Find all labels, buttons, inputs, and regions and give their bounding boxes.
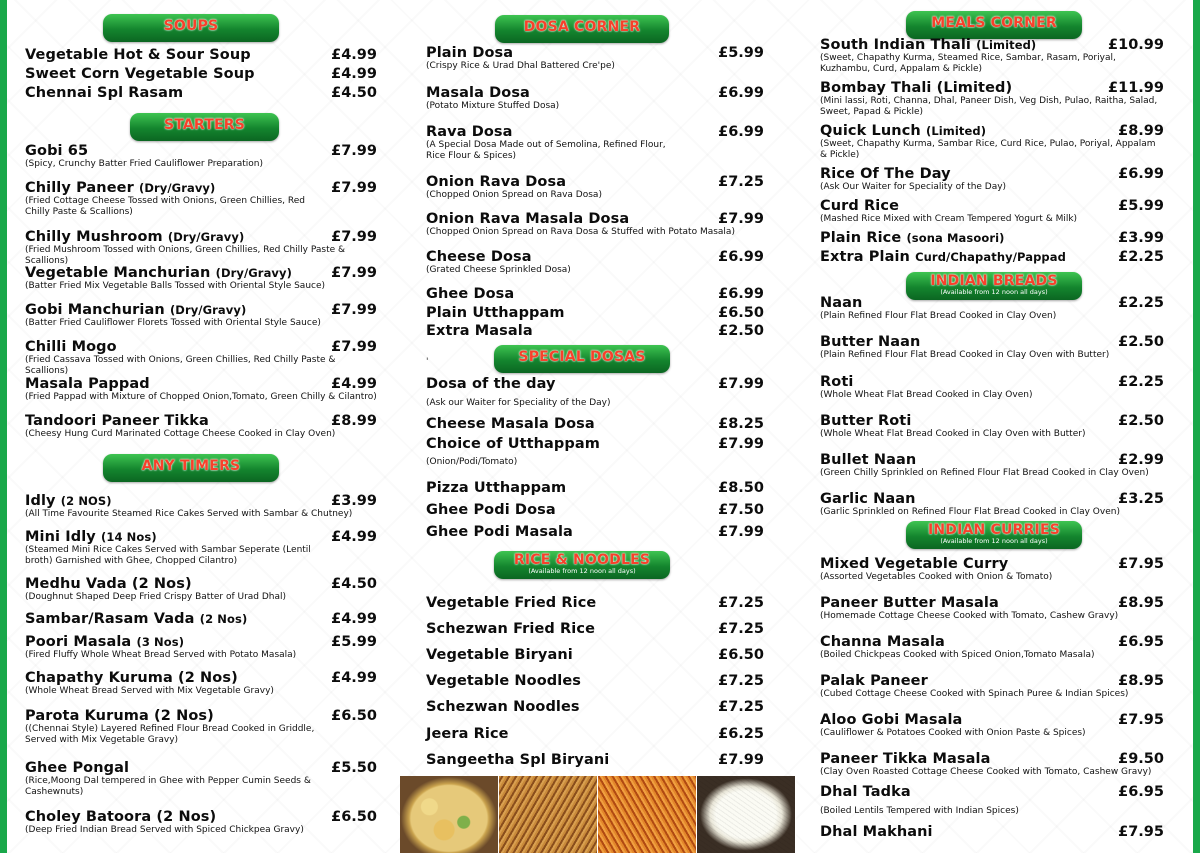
item-name: Cheese Dosa	[426, 249, 532, 265]
section-title: INDIAN CURRIES	[927, 522, 1061, 538]
item-qualifier: (2 NOS)	[60, 494, 112, 508]
item-name: Tandoori Paneer Tikka	[25, 413, 209, 429]
menu-item	[426, 376, 764, 409]
item-price: £2.25	[1118, 249, 1164, 265]
menu-item	[426, 502, 764, 518]
item-description: (Green Chilly Sprinkled on Refined Flour Flat Bread Cooked in Clay Oven)	[820, 468, 1149, 478]
menu-item	[25, 339, 377, 376]
fried-rice-photo	[400, 776, 499, 853]
item-name: Paneer Butter Masala	[820, 595, 999, 611]
item-description: (A Special Dosa Made out of Semolina, Refined Flour, Rice Flour & Spices)	[426, 140, 666, 161]
item-description: (Boiled Chickpeas Cooked with Spiced Onion,Tomato Masala)	[820, 650, 1095, 660]
menu-item	[426, 305, 764, 321]
item-description: (Ask Our Waiter for Speciality of the Day)	[820, 182, 1007, 192]
item-qualifier: (Limited)	[976, 38, 1037, 52]
menu-item	[25, 708, 377, 745]
item-price: £4.99	[331, 376, 377, 392]
menu-item	[426, 211, 764, 238]
item-name: Chennai Spl Rasam	[25, 85, 184, 101]
item-price: £7.99	[331, 180, 377, 196]
menu-item	[25, 760, 377, 797]
item-name: Bullet Naan	[820, 452, 917, 468]
item-name: Sweet Corn Vegetable Soup	[25, 66, 255, 82]
section-title: SPECIAL DOSAS	[518, 349, 646, 365]
item-price: £7.25	[718, 699, 764, 715]
item-description: (Boiled Lentils Tempered with Indian Spices)	[820, 806, 1019, 816]
food-photo-strip	[400, 776, 796, 853]
item-price: £8.99	[1118, 123, 1164, 139]
menu-item	[25, 376, 377, 403]
section-title: ANY TIMERS	[141, 458, 241, 474]
stray-mark: '	[426, 357, 429, 367]
item-price: £6.99	[718, 124, 764, 140]
menu-item	[820, 80, 1164, 117]
item-description: (Batter Fried Mix Vegetable Balls Tossed with Oriental Style Sauce)	[25, 281, 326, 291]
item-price: £5.99	[718, 45, 764, 61]
menu-item	[25, 413, 377, 440]
section-title: MEALS CORNER	[931, 15, 1057, 31]
item-name: Dosa of the day	[426, 376, 556, 392]
section-header-soups	[103, 14, 279, 42]
menu-item	[25, 180, 377, 217]
menu-item	[25, 143, 377, 170]
menu-item	[25, 302, 377, 329]
menu-item	[25, 529, 377, 566]
menu-item	[426, 647, 764, 663]
item-price: £5.50	[331, 760, 377, 776]
menu-item	[426, 673, 764, 689]
item-description: (Cauliflower & Potatoes Cooked with Onion Paste & Spices)	[820, 728, 1086, 738]
menu-item	[820, 166, 1164, 193]
item-name: Gobi Manchurian	[25, 302, 165, 318]
item-description: (Fried Cassava Tossed with Onions, Green Chillies, Red Chilly Paste & Scallions)	[25, 355, 336, 376]
menu-column-right	[820, 0, 1164, 853]
item-qualifier: (Dry/Gravy)	[169, 303, 247, 317]
item-description: (Doughnut Shaped Deep Fried Crispy Batter of Urad Dhal)	[25, 592, 287, 602]
menu-item	[820, 334, 1164, 361]
item-description: ((Chennai Style) Layered Refined Flour Bread Cooked in Griddle, Served with Mix Vegetable Gravy)	[25, 724, 315, 745]
item-price: £7.50	[718, 502, 764, 518]
item-name: Vegetable Fried Rice	[426, 595, 597, 611]
item-qualifier: (Limited)	[925, 124, 987, 138]
menu-item	[820, 712, 1164, 739]
item-price: £7.25	[718, 621, 764, 637]
item-description: (Grated Cheese Sprinkled Dosa)	[426, 265, 571, 275]
item-name: Vegetable Hot & Sour Soup	[25, 47, 251, 63]
menu-item	[426, 621, 764, 637]
item-name: Quick Lunch	[820, 123, 921, 139]
item-description: (Cubed Cottage Cheese Cooked with Spinach Puree & Indian Spices)	[820, 689, 1129, 699]
menu-column-middle	[426, 0, 764, 853]
section-header-rice-noodles	[494, 551, 670, 579]
item-name: Ghee Pongal	[25, 760, 130, 776]
item-price: £6.50	[718, 647, 764, 663]
menu-item	[426, 524, 764, 540]
menu-item	[426, 436, 764, 468]
menu-column-left	[25, 0, 377, 853]
section-subtitle: (Available from 12 noon all days)	[940, 288, 1048, 296]
jeera-rice-photo	[697, 776, 796, 853]
item-qualifier: (3 Nos)	[136, 635, 185, 649]
item-price: £6.99	[718, 85, 764, 101]
menu-item	[820, 673, 1164, 700]
item-qualifier: (Dry/Gravy)	[139, 181, 216, 195]
item-price: £7.25	[718, 673, 764, 689]
menu-item	[426, 752, 764, 768]
item-name: Channa Masala	[820, 634, 945, 650]
section-title: STARTERS	[163, 117, 246, 133]
item-price: £7.99	[331, 265, 377, 281]
menu-item	[820, 198, 1164, 225]
menu-item	[426, 174, 764, 201]
item-description: (Deep Fried Indian Bread Served with Spiced Chickpea Gravy)	[25, 825, 304, 835]
item-name: Mini Idly	[25, 529, 96, 545]
item-price: £4.99	[331, 47, 377, 63]
item-name: Butter Naan	[820, 334, 921, 350]
item-name: Onion Rava Masala Dosa	[426, 211, 630, 227]
menu-item	[426, 45, 764, 72]
item-description: (Fried Mushroom Tossed with Onions, Green Chillies, Red Chilly Paste & Scallions)	[25, 245, 346, 266]
item-description: (Chopped Onion Spread on Rava Dosa & Stuffed with Potato Masala)	[426, 227, 735, 237]
item-price: £7.99	[331, 302, 377, 318]
menu-item	[426, 480, 764, 496]
item-price: £11.99	[1108, 80, 1164, 96]
item-description: (Garlic Sprinkled on Refined Flour Flat Bread Cooked in Clay Oven)	[820, 507, 1120, 517]
item-name: Sangeetha Spl Biryani	[426, 752, 610, 768]
item-price: £5.99	[1118, 198, 1164, 214]
item-price: £7.95	[1118, 556, 1164, 572]
item-name: Schezwan Fried Rice	[426, 621, 596, 637]
item-description: (All Time Favourite Steamed Rice Cakes Served with Sambar & Chutney)	[25, 509, 353, 519]
item-name: Bombay Thali (Limited)	[820, 80, 1013, 96]
item-price: £4.99	[331, 611, 377, 627]
menu-item	[820, 452, 1164, 479]
item-price: £7.95	[1118, 712, 1164, 728]
item-name: Ghee Dosa	[426, 286, 515, 302]
section-header-special-dosas	[494, 345, 670, 373]
item-description: (Plain Refined Flour Flat Bread Cooked in Clay Oven with Butter)	[820, 350, 1110, 360]
item-name: Curd Rice	[820, 198, 900, 214]
item-price: £7.25	[718, 174, 764, 190]
item-name: Onion Rava Dosa	[426, 174, 567, 190]
item-description: (Whole Wheat Bread Served with Mix Vegetable Gravy)	[25, 686, 274, 696]
menu-item	[820, 230, 1164, 246]
menu-item	[426, 595, 764, 611]
menu-item	[820, 295, 1164, 322]
item-price: £6.95	[1118, 634, 1164, 650]
item-price: £7.99	[718, 376, 764, 392]
item-name: Butter Roti	[820, 413, 912, 429]
item-price: £7.99	[718, 211, 764, 227]
item-price: £6.99	[718, 286, 764, 302]
menu-item	[426, 286, 764, 302]
item-name: Vegetable Biryani	[426, 647, 573, 663]
item-name: Chilly Paneer	[25, 180, 134, 196]
menu-item	[820, 491, 1164, 518]
item-price: £8.95	[1118, 595, 1164, 611]
menu-item	[426, 124, 764, 161]
item-name: Extra Plain	[820, 249, 910, 265]
item-qualifier: Curd/Chapathy/Pappad	[915, 250, 1066, 264]
item-description: (Rice,Moong Dal tempered in Ghee with Pepper Cumin Seeds & Cashewnuts)	[25, 776, 311, 797]
menu-item	[820, 784, 1164, 817]
menu-item	[426, 416, 764, 432]
item-description: (Sweet, Chapathy Kurma, Sambar Rice, Curd Rice, Pulao, Poriyal, Appalam & Pickle)	[820, 139, 1156, 160]
item-name: Plain Utthappam	[426, 305, 565, 321]
item-name: Cheese Masala Dosa	[426, 416, 595, 432]
item-price: £6.99	[718, 249, 764, 265]
item-name: Sambar/Rasam Vada	[25, 611, 195, 627]
item-price: £4.99	[331, 670, 377, 686]
item-price: £2.25	[1118, 374, 1164, 390]
section-header-starters	[130, 113, 279, 141]
item-price: £6.99	[1118, 166, 1164, 182]
item-name: Dhal Tadka	[820, 784, 911, 800]
item-description: (Homemade Cottage Cheese Cooked with Tomato, Cashew Gravy)	[820, 611, 1119, 621]
section-header-any-timers	[103, 454, 279, 482]
item-name: Plain Dosa	[426, 45, 514, 61]
item-description: (Ask our Waiter for Speciality of the Day)	[426, 398, 611, 408]
item-name: Naan	[820, 295, 863, 311]
menu-item	[426, 323, 764, 339]
item-name: Jeera Rice	[426, 726, 509, 742]
menu-item	[25, 670, 377, 697]
noodles-photo	[499, 776, 598, 853]
item-price: £7.99	[331, 229, 377, 245]
item-price: £7.99	[331, 339, 377, 355]
item-price: £4.50	[331, 85, 377, 101]
item-price: £6.50	[718, 305, 764, 321]
section-subtitle: (Available from 12 noon all days)	[940, 537, 1048, 545]
item-description: (Fried Cottage Cheese Tossed with Onions, Green Chillies, Red Chilly Paste & Scallions)	[25, 196, 305, 217]
menu-item	[426, 85, 764, 112]
item-price: £3.25	[1118, 491, 1164, 507]
menu-item	[820, 413, 1164, 440]
menu-item	[426, 699, 764, 715]
item-name: Ghee Podi Masala	[426, 524, 573, 540]
menu-item	[820, 249, 1164, 265]
item-description: (Mini lassi, Roti, Channa, Dhal, Paneer Dish, Veg Dish, Pulao, Raitha, Salad, Sweet, Papad & Pickle)	[820, 96, 1158, 117]
menu-item	[820, 556, 1164, 583]
section-title: INDIAN BREADS	[930, 273, 1058, 289]
item-price: £6.25	[718, 726, 764, 742]
item-price: £7.99	[718, 436, 764, 452]
section-title: SOUPS	[163, 18, 219, 34]
item-price: £6.50	[331, 809, 377, 825]
item-name: Choley Batoora (2 Nos)	[25, 809, 217, 825]
section-header-dosa-corner	[495, 15, 669, 43]
item-price: £7.99	[718, 752, 764, 768]
item-name: Dhal Makhani	[820, 824, 933, 840]
item-name: Extra Masala	[426, 323, 533, 339]
item-name: Rice Of The Day	[820, 166, 951, 182]
item-description: (Potato Mixture Stuffed Dosa)	[426, 101, 560, 111]
item-description: (Clay Oven Roasted Cottage Cheese Cooked with Tomato, Cashew Gravy)	[820, 767, 1152, 777]
item-price: £3.99	[331, 493, 377, 509]
item-name: Mixed Vegetable Curry	[820, 556, 1009, 572]
item-price: £6.95	[1118, 784, 1164, 800]
item-qualifier: (2 Nos)	[199, 612, 248, 626]
item-name: Garlic Naan	[820, 491, 916, 507]
item-price: £3.99	[1118, 230, 1164, 246]
item-price: £2.50	[718, 323, 764, 339]
item-price: £5.99	[331, 634, 377, 650]
item-description: (Fired Fluffy Whole Wheat Bread Served with Potato Masala)	[25, 650, 297, 660]
item-description: (Plain Refined Flour Flat Bread Cooked in Clay Oven)	[820, 311, 1057, 321]
item-description: (Cheesy Hung Curd Marinated Cottage Cheese Cooked in Clay Oven)	[25, 429, 336, 439]
item-price: £8.50	[718, 480, 764, 496]
menu-item	[25, 634, 377, 661]
item-price: £8.99	[331, 413, 377, 429]
item-name: Roti	[820, 374, 854, 390]
item-name: Paneer Tikka Masala	[820, 751, 991, 767]
item-price: £7.25	[718, 595, 764, 611]
item-name: Vegetable Manchurian	[25, 265, 211, 281]
item-name: Aloo Gobi Masala	[820, 712, 963, 728]
item-description: (Crispy Rice & Urad Dhal Battered Cre'pe)	[426, 61, 615, 71]
item-name: Parota Kuruma (2 Nos)	[25, 708, 214, 724]
menu-item	[25, 229, 377, 266]
item-price: £4.99	[331, 529, 377, 545]
menu-item	[25, 493, 377, 520]
item-price: £8.95	[1118, 673, 1164, 689]
schezwan-noodles-photo	[598, 776, 697, 853]
item-name: Chapathy Kuruma (2 Nos)	[25, 670, 238, 686]
item-price: £7.99	[718, 524, 764, 540]
menu-item	[25, 809, 377, 836]
item-name: Chilli Mogo	[25, 339, 117, 355]
item-price: £2.50	[1118, 413, 1164, 429]
item-description: (Sweet, Chapathy Kurma, Steamed Rice, Sambar, Rasam, Poriyal, Kuzhambu, Curd, Appalam & Pickle)	[820, 53, 1116, 74]
item-qualifier: (14 Nos)	[101, 530, 157, 544]
section-title: RICE & NOODLES	[513, 552, 651, 568]
item-name: Gobi 65	[25, 143, 89, 159]
item-description: (Chopped Onion Spread on Rava Dosa)	[426, 190, 602, 200]
item-qualifier: (sona Masoori)	[906, 231, 1005, 245]
item-description: (Whole Wheat Flat Bread Cooked in Clay Oven)	[820, 390, 1033, 400]
item-price: £2.99	[1118, 452, 1164, 468]
item-name: Rava Dosa	[426, 124, 513, 140]
menu-item	[426, 249, 764, 276]
menu-item	[426, 726, 764, 742]
item-price: £8.25	[718, 416, 764, 432]
item-price: £6.50	[331, 708, 377, 724]
item-price: £4.99	[331, 66, 377, 82]
item-description: (Fried Pappad with Mixture of Chopped Onion,Tomato, Green Chilly & Cilantro)	[25, 392, 377, 402]
item-price: £2.50	[1118, 334, 1164, 350]
item-price: £4.50	[331, 576, 377, 592]
menu-item	[820, 374, 1164, 401]
item-description: (Batter Fried Cauliflower Florets Tossed with Oriental Style Sauce)	[25, 318, 321, 328]
item-description: (Mashed Rice Mixed with Cream Tempered Yogurt & Milk)	[820, 214, 1078, 224]
item-description: (Spicy, Crunchy Batter Fried Cauliflower Preparation)	[25, 159, 263, 169]
item-name: Pizza Utthappam	[426, 480, 567, 496]
item-name: Masala Dosa	[426, 85, 530, 101]
menu-item	[820, 595, 1164, 622]
item-name: Schezwan Noodles	[426, 699, 580, 715]
item-name: Plain Rice	[820, 230, 902, 246]
section-header-meals-corner	[906, 11, 1082, 39]
item-description: (Steamed Mini Rice Cakes Served with Sambar Seperate (Lentil broth) Garnished with Ghee, Chopped Cilantro)	[25, 545, 311, 566]
item-price: £7.95	[1118, 824, 1164, 840]
item-name: Choice of Utthappam	[426, 436, 600, 452]
item-qualifier: (Dry/Gravy)	[167, 230, 245, 244]
item-description: (Onion/Podi/Tomato)	[426, 457, 518, 467]
item-name: Medhu Vada (2 Nos)	[25, 576, 192, 592]
item-name: Masala Pappad	[25, 376, 150, 392]
item-qualifier: (Dry/Gravy)	[215, 266, 292, 280]
item-name: Poori Masala	[25, 634, 132, 650]
item-name: Vegetable Noodles	[426, 673, 581, 689]
menu-item	[25, 66, 377, 82]
menu-item	[25, 85, 377, 101]
item-price: £2.25	[1118, 295, 1164, 311]
item-name: Ghee Podi Dosa	[426, 502, 556, 518]
menu-item	[25, 611, 377, 627]
menu-item	[25, 265, 377, 292]
item-name: Idly	[25, 493, 56, 509]
item-price: £9.50	[1118, 751, 1164, 767]
menu-item	[820, 634, 1164, 661]
item-description: (Whole Wheat Flat Bread Cooked in Clay Oven with Butter)	[820, 429, 1086, 439]
item-price: £10.99	[1108, 37, 1164, 53]
section-header-indian-curries	[906, 521, 1082, 549]
item-price: £7.99	[331, 143, 377, 159]
section-title: DOSA CORNER	[523, 19, 641, 35]
item-name: Chilly Mushroom	[25, 229, 163, 245]
menu-item	[820, 824, 1164, 840]
menu-item	[820, 751, 1164, 778]
section-subtitle: (Available from 12 noon all days)	[528, 567, 636, 575]
menu-item	[25, 47, 377, 63]
menu-item	[820, 37, 1164, 74]
menu-item	[820, 123, 1164, 160]
item-name: Palak Paneer	[820, 673, 928, 689]
item-name: South Indian Thali	[820, 37, 971, 53]
menu-item	[25, 576, 377, 603]
item-description: (Assorted Vegetables Cooked with Onion & Tomato)	[820, 572, 1053, 582]
